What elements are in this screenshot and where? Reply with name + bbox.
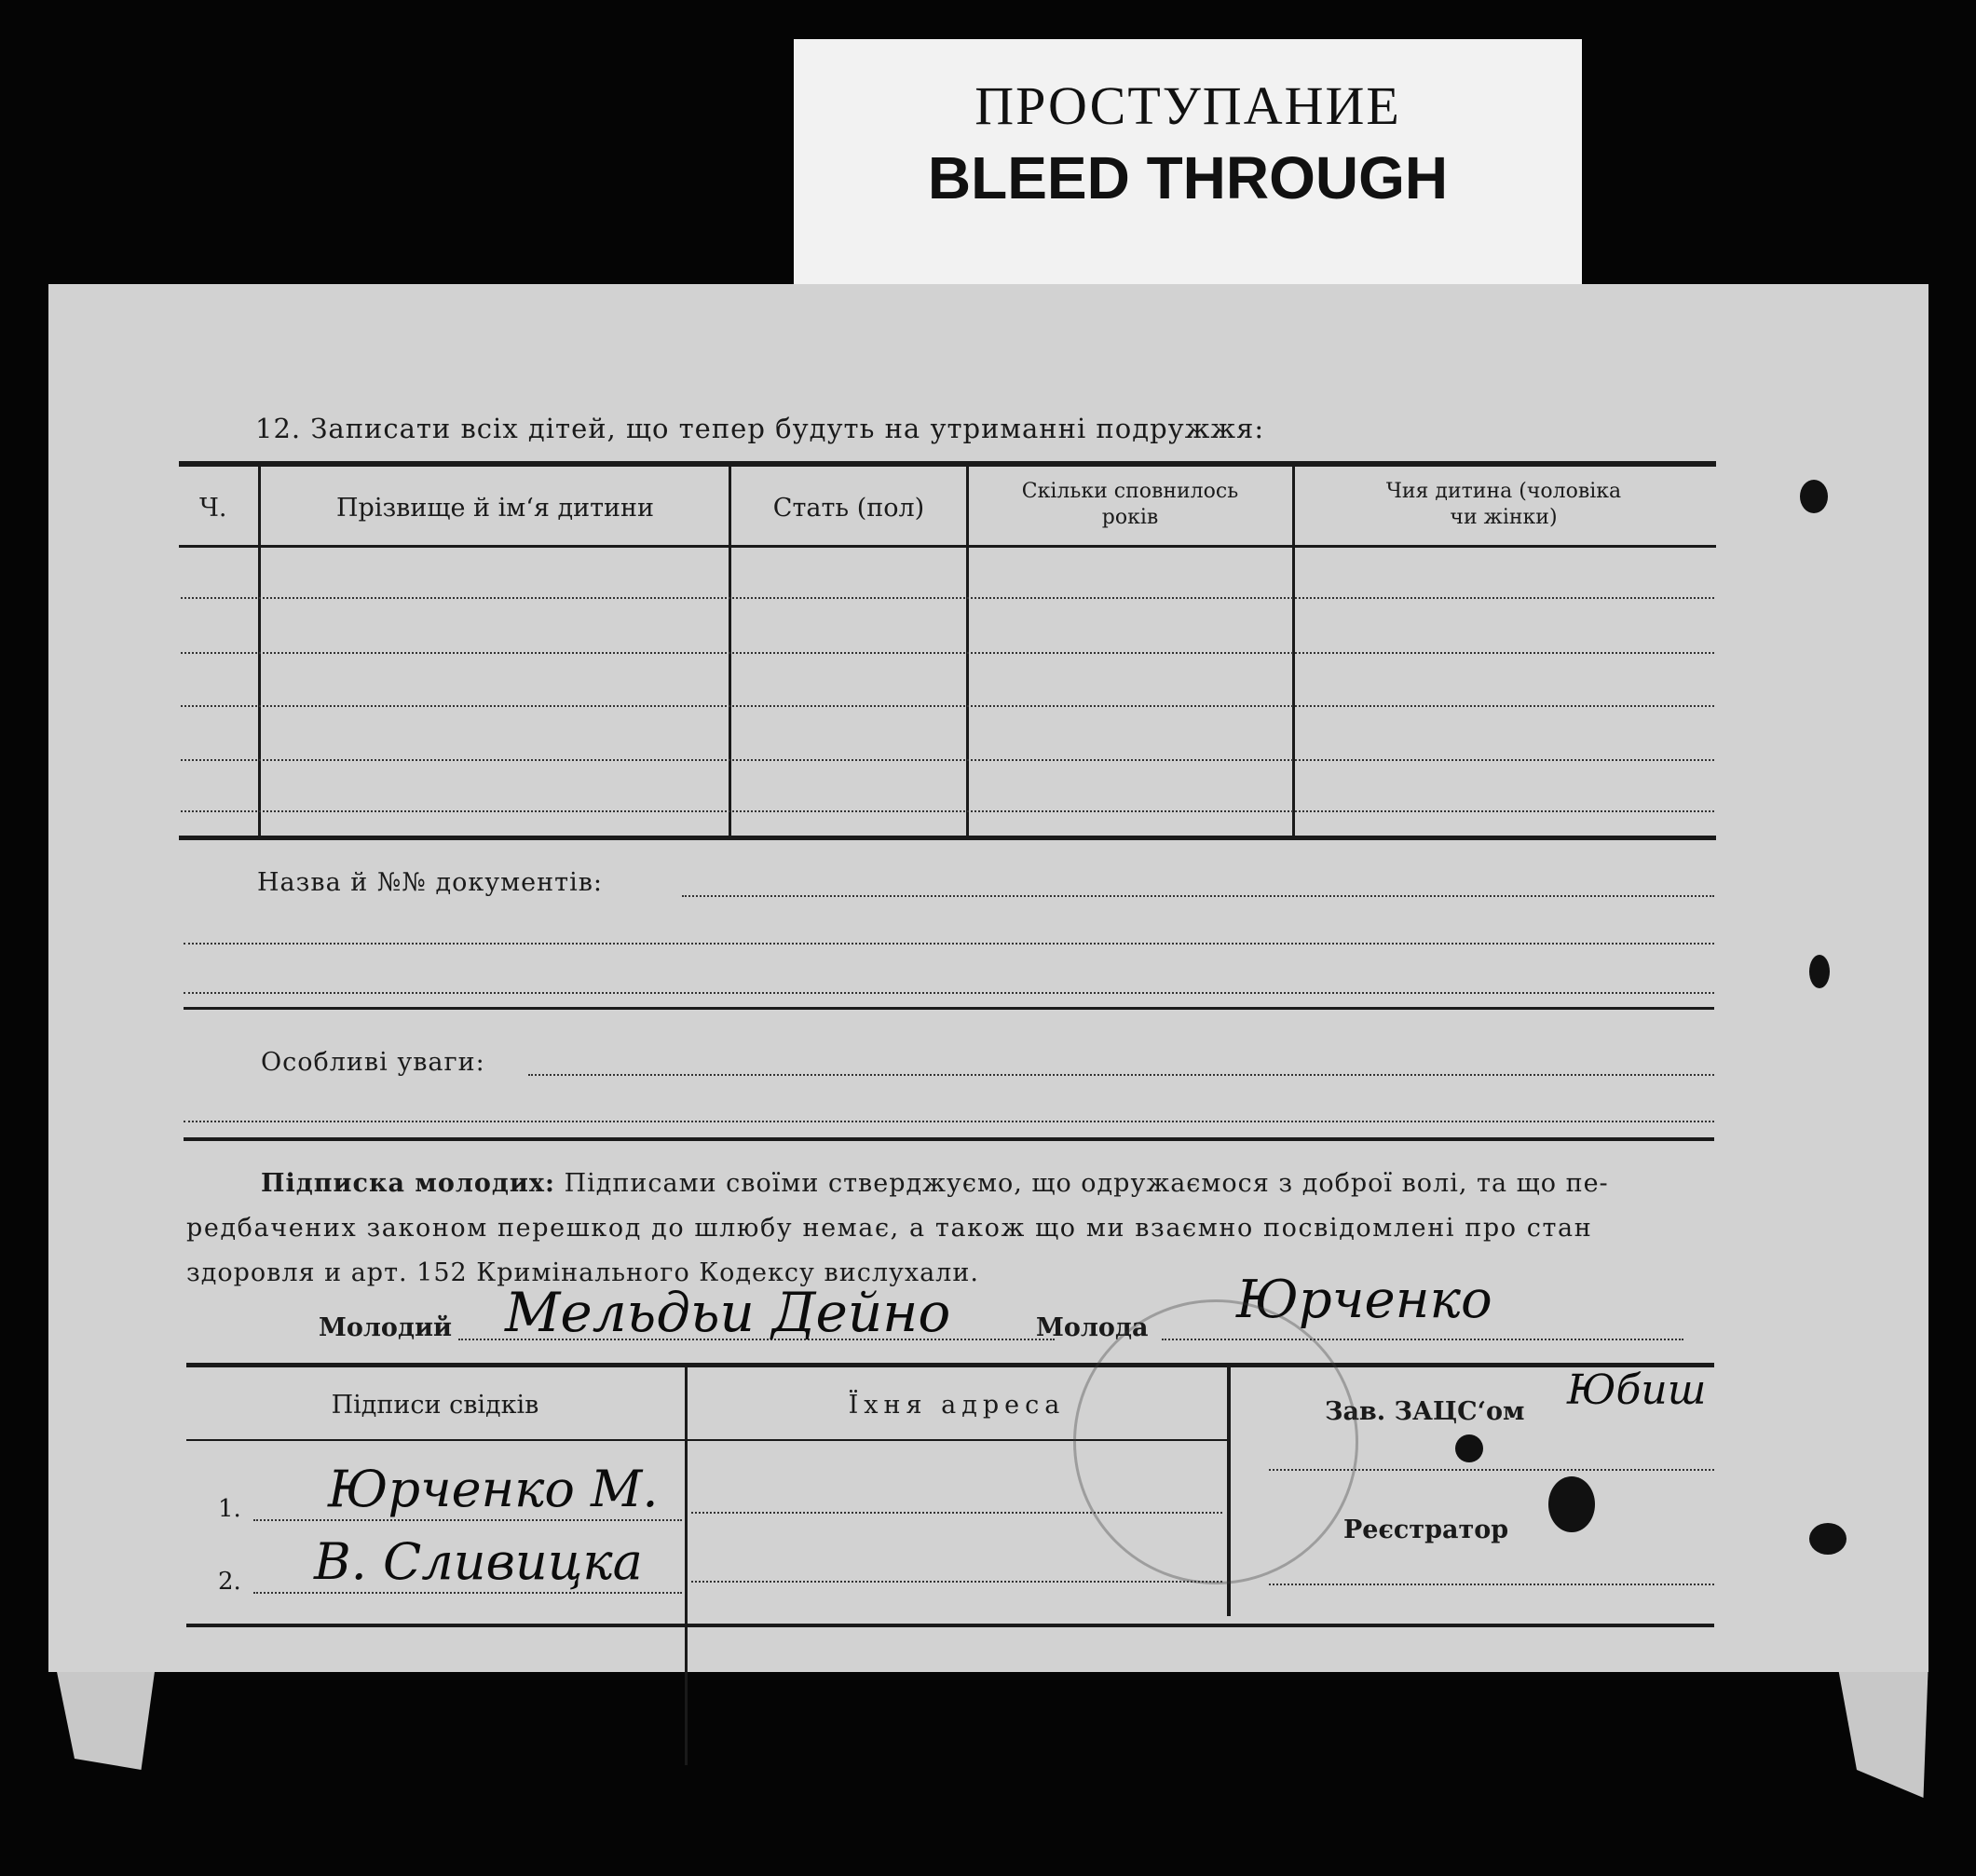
section12-title: 12. Записати всіх дітей, що тепер будуть на утриманні подружжя: [255, 413, 1265, 444]
groom-label: Молодий [319, 1313, 452, 1342]
witness-table-bottom [186, 1624, 1714, 1627]
witness-header-rule [186, 1439, 1227, 1441]
pledge-line-1 [261, 1169, 1609, 1198]
documents-line [184, 992, 1714, 994]
col-divider-1 [258, 467, 261, 836]
col-header-whose-line1: Чия дитина (чоловіка [1385, 480, 1622, 503]
col-header-whose-line2: чи жінки) [1450, 506, 1558, 529]
paper-flap-left [54, 1658, 157, 1770]
pledge-line-2: редбачених законом перешкод до шлюбу немає, а також що ми взаємно посвідомлені про стан [186, 1214, 1593, 1243]
col-header-child-name: Прізвище й ім‘я дитини [335, 494, 654, 523]
pledge-line-3: здоровля и арт. 152 Кримінального Кодексу вислухали. [186, 1258, 979, 1287]
notes-label: Особливі уваги: [261, 1048, 485, 1077]
col-divider-4 [1292, 467, 1295, 836]
notes-line [184, 1121, 1714, 1122]
ink-blot [1809, 955, 1830, 988]
registrar-signature-line [1269, 1584, 1714, 1585]
col-header-sex: Стать (пол) [772, 494, 925, 523]
witness-table-top [186, 1363, 1714, 1367]
table-bottom-rule [179, 836, 1716, 840]
witness-1-signature: Юрченко М. [328, 1460, 659, 1518]
label-english: BLEED THROUGH [927, 144, 1449, 211]
notes-line [528, 1074, 1714, 1076]
witness-2-line [253, 1592, 682, 1594]
ink-blot [1548, 1476, 1595, 1532]
bride-label: Молода [1036, 1313, 1149, 1342]
col-header-number: Ч. [199, 494, 227, 523]
table-row [181, 810, 1714, 812]
label-russian: ПРОСТУПАНИЕ [974, 75, 1401, 136]
witness-1-number: 1. [218, 1495, 241, 1523]
address-header: Їхня адреса [848, 1391, 1066, 1420]
table-row [181, 652, 1714, 654]
pledge-text-1: Підписами своїми стверджуємо, що одружаємося з доброї волі, та що пе- [564, 1169, 1609, 1198]
table-row [181, 597, 1714, 599]
section-divider [184, 1007, 1714, 1010]
table-row [181, 705, 1714, 707]
col-header-age-line1: Скільки сповнилось [1021, 480, 1239, 503]
head-signature: Юбиш [1567, 1366, 1707, 1414]
documents-line [184, 943, 1714, 945]
paper-flap-right [1826, 1658, 1928, 1798]
witness-2-signature: В. Сливицка [314, 1532, 643, 1591]
bleed-through-label-card [794, 39, 1582, 289]
registrar-label: Реєстратор [1343, 1516, 1509, 1544]
bride-signature: Юрченко [1236, 1270, 1492, 1330]
head-of-registry-label: Зав. ЗАЦС‘ом [1325, 1397, 1525, 1426]
col-divider-3 [966, 467, 969, 836]
address-line [691, 1581, 1222, 1583]
table-header-rule [179, 545, 1716, 548]
documents-label: Назва й №№ документів: [257, 868, 603, 897]
witness-1-line [253, 1519, 682, 1521]
documents-line [682, 895, 1714, 897]
ink-blot [1455, 1434, 1483, 1462]
document-sheet [48, 284, 1928, 1672]
table-row [181, 759, 1714, 761]
section-divider [184, 1137, 1714, 1141]
witness-divider-1 [685, 1365, 688, 1765]
col-header-age-line2: років [1101, 506, 1159, 529]
ink-blot [1809, 1523, 1847, 1555]
official-stamp [1073, 1299, 1358, 1584]
col-divider-2 [729, 467, 731, 836]
witnesses-header: Підписи свідків [331, 1391, 539, 1420]
witness-2-number: 2. [218, 1568, 241, 1596]
ink-blot [1800, 480, 1828, 513]
groom-signature: Мельдьи Дейно [505, 1281, 951, 1344]
pledge-heading: Підписка молодих: [261, 1169, 555, 1198]
table-top-rule [179, 461, 1716, 467]
